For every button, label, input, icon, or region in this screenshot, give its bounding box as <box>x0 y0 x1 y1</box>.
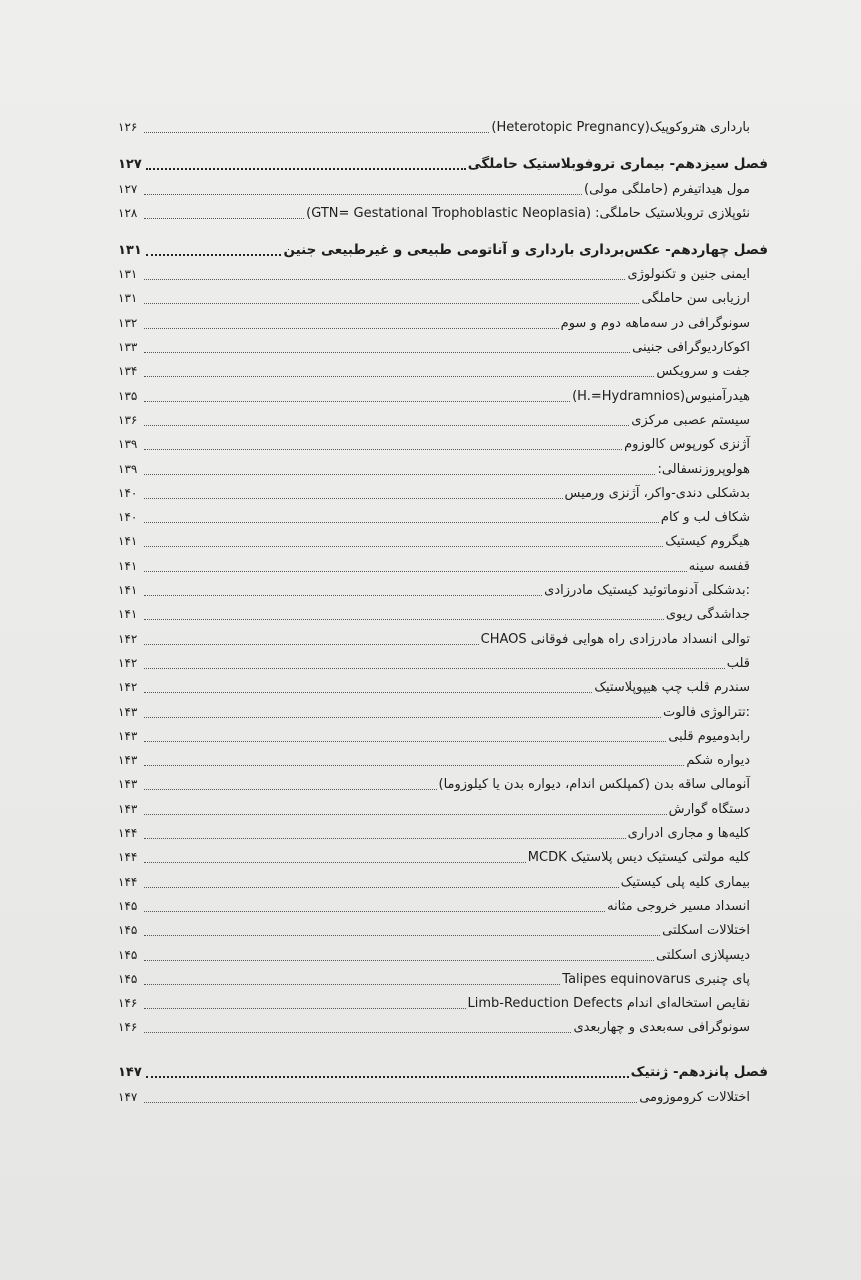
page-number: ۱۳۳ <box>118 340 138 355</box>
dot-leader <box>146 1076 629 1078</box>
dot-leader <box>146 254 282 256</box>
chapter-title: فصل سیزدهم- بیماری تروفوبلاستیک حاملگی <box>467 156 768 173</box>
page-number: ۱۳۹ <box>118 437 138 452</box>
page-number: ۱۴۶ <box>118 1020 138 1035</box>
page-number: ۱۳۶ <box>118 412 138 427</box>
dot-leader <box>144 1102 637 1103</box>
toc-entry-row <box>118 112 768 136</box>
dot-leader <box>144 376 654 377</box>
page-number: ۱۴۳ <box>118 728 138 743</box>
toc-entry-row <box>118 332 768 356</box>
dot-leader <box>144 571 687 572</box>
page-number: ۱۴۰ <box>118 510 138 525</box>
page-number: ۱۳۹ <box>118 461 138 476</box>
entry-title: دیسپلازی اسکلتی <box>655 947 750 963</box>
page-number: ۱۴۳ <box>118 704 138 719</box>
page-number: ۱۴۰ <box>118 485 138 500</box>
toc-entry-row <box>118 793 768 817</box>
section-spacer <box>118 1036 768 1055</box>
page-number: ۱۴۵ <box>118 971 138 986</box>
page-number: ۱۴۴ <box>118 850 138 865</box>
page-number: ۱۴۷ <box>118 1089 138 1104</box>
entry-title: سونوگرافی سه‌بعدی و چهاربعدی <box>573 1020 750 1036</box>
entry-title: کلیه مولتی کیستیک دیس پلاستیک MCDK <box>527 850 750 866</box>
toc-entry-row <box>118 1081 768 1105</box>
toc-entry-row <box>118 915 768 939</box>
page-number: ۱۳۴ <box>118 364 138 379</box>
dot-leader <box>144 352 630 353</box>
entry-title: اختلالات اسکلتی <box>662 923 750 939</box>
entry-title: بدشکلی دندی-واکر، آژنزی ورمیس <box>564 485 750 501</box>
page-number: ۱۲۸ <box>118 205 138 220</box>
entry-title: نئوپلازی تروبلاستیک حاملگی: (GTN= Gestational Trophoblastic Neoplasia) <box>306 205 750 221</box>
toc-entry-row <box>118 380 768 404</box>
toc-entry-row <box>118 1012 768 1036</box>
page-number: ۱۲۶ <box>118 120 138 135</box>
toc-entry-row <box>118 550 768 574</box>
toc-entry-row <box>118 866 768 890</box>
dot-leader <box>144 935 660 936</box>
dot-leader <box>144 862 526 863</box>
entry-title: قلب <box>726 655 750 671</box>
dot-leader <box>144 522 659 523</box>
entry-title: رابدومیوم قلبی <box>668 728 750 744</box>
toc-entry-row <box>118 964 768 988</box>
chapter-heading-row <box>118 147 768 173</box>
entry-title: هیدرآمنیوس(H.=Hydramnios) <box>572 388 750 404</box>
toc-entry-row <box>118 173 768 197</box>
dot-leader <box>144 789 437 790</box>
page-number: ۱۴۲ <box>118 655 138 670</box>
toc-entry-row <box>118 988 768 1012</box>
toc-entry-row <box>118 429 768 453</box>
entry-title: کلیه‌ها و مجاری ادراری <box>627 826 750 842</box>
toc-entry-row <box>118 502 768 526</box>
dot-leader <box>144 474 655 475</box>
dot-leader <box>144 692 592 693</box>
dot-leader <box>144 960 654 961</box>
toc-entry-row <box>118 405 768 429</box>
toc-entry-row <box>118 356 768 380</box>
toc-entry-row <box>118 818 768 842</box>
entry-title: جفت و سرویکس <box>656 364 750 380</box>
entry-title: ایمنی جنین و تکنولوژی <box>627 267 750 283</box>
page-number: ۱۴۴ <box>118 874 138 889</box>
entry-title: شکاف لب و کام <box>660 510 750 526</box>
page-number: ۱۴۱ <box>118 534 138 549</box>
page-number: ۱۴۵ <box>118 947 138 962</box>
entry-title: ارزیابی سن حاملگی <box>641 291 750 307</box>
section-spacer <box>118 222 768 233</box>
dot-leader <box>144 498 563 499</box>
page-number: ۱۴۱ <box>118 607 138 622</box>
toc-entry-row <box>118 453 768 477</box>
toc-entry-row <box>118 599 768 623</box>
page-number: ۱۳۲ <box>118 315 138 330</box>
entry-title: آنومالی ساقه بدن (کمپلکس اندام، دیواره بدن یا کیلوزوما) <box>438 777 750 793</box>
entry-title: :تترالوژی فالوت <box>662 704 750 720</box>
entry-title: مول هیداتیفرم (حاملگی مولی) <box>584 181 750 197</box>
entry-title: توالی انسداد مادرزادی راه هوایی فوقانی CHAOS <box>480 631 750 647</box>
dot-leader <box>144 546 663 547</box>
dot-leader <box>144 132 489 133</box>
page-number: ۱۳۱ <box>118 242 142 258</box>
entry-title: دستگاه گوارش <box>668 801 750 817</box>
dot-leader <box>144 814 667 815</box>
page-number: ۱۴۳ <box>118 753 138 768</box>
toc-entry-row <box>118 575 768 599</box>
section-spacer <box>118 136 768 147</box>
chapter-title: فصل چهاردهم- عکس‌برداری بارداری و آناتومی طبیعی و غیرطبیعی جنین <box>283 241 768 258</box>
entry-title: نقایص استخاله‌ای اندام Limb-Reduction Defects <box>467 996 750 1012</box>
dot-leader <box>146 168 466 170</box>
toc-entry-row <box>118 259 768 283</box>
chapter-heading-row <box>118 233 768 259</box>
dot-leader <box>144 765 684 766</box>
dot-leader <box>144 1032 571 1033</box>
page-number: ۱۴۳ <box>118 801 138 816</box>
dot-leader <box>144 911 605 912</box>
entry-title: قفسه سینه <box>688 558 750 574</box>
toc-entry-row <box>118 648 768 672</box>
entry-title: اختلالات کروموزومی <box>639 1089 750 1105</box>
entry-title: بارداری هتروکوپیک(Heterotopic Pregnancy) <box>491 120 750 136</box>
entry-title: اکوکاردیوگرافی جنینی <box>632 340 750 356</box>
table-of-contents <box>118 112 768 1106</box>
entry-title: سیستم عصبی مرکزی <box>631 412 750 428</box>
entry-title: انسداد مسیر خروجی مثانه <box>607 898 750 914</box>
toc-entry-row <box>118 769 768 793</box>
entry-title: هیگروم کیستیک <box>665 534 750 550</box>
dot-leader <box>144 449 622 450</box>
page-number: ۱۴۵ <box>118 898 138 913</box>
dot-leader <box>144 401 570 402</box>
dot-leader <box>144 984 560 985</box>
entry-title: آژنزی کورپوس کالوزوم <box>624 437 750 453</box>
toc-entry-row <box>118 307 768 331</box>
toc-entry-row <box>118 939 768 963</box>
dot-leader <box>144 328 559 329</box>
page-number: ۱۲۷ <box>118 157 142 173</box>
page-number: ۱۳۵ <box>118 388 138 403</box>
toc-entry-row <box>118 721 768 745</box>
dot-leader <box>144 303 639 304</box>
dot-leader <box>144 218 304 219</box>
dot-leader <box>144 194 582 195</box>
page-number: ۱۴۲ <box>118 631 138 646</box>
dot-leader <box>144 595 542 596</box>
toc-entry-row <box>118 672 768 696</box>
toc-entry-row <box>118 478 768 502</box>
entry-title: سونوگرافی در سه‌ماهه دوم و سوم <box>560 315 750 331</box>
toc-entry-row <box>118 526 768 550</box>
entry-title: دیواره شکم <box>686 753 750 769</box>
page-number: ۱۳۱ <box>118 267 138 282</box>
dot-leader <box>144 644 479 645</box>
page-number: ۱۴۶ <box>118 996 138 1011</box>
page-number: ۱۴۳ <box>118 777 138 792</box>
dot-leader <box>144 668 725 669</box>
page-number: ۱۴۵ <box>118 923 138 938</box>
toc-entry-row <box>118 198 768 222</box>
entry-title: هولوپروزنسفالی: <box>657 461 750 477</box>
toc-entry-row <box>118 745 768 769</box>
entry-title: :بدشکلی آدنوماتوئید کیستیک مادرزادی <box>544 583 750 599</box>
dot-leader <box>144 425 629 426</box>
dot-leader <box>144 838 626 839</box>
entry-title: بیماری کلیه پلی کیستیک <box>620 874 750 890</box>
toc-entry-row <box>118 696 768 720</box>
toc-entry-row <box>118 623 768 647</box>
dot-leader <box>144 741 666 742</box>
page-number: ۱۴۲ <box>118 680 138 695</box>
entry-title: جداشدگی ریوی <box>665 607 750 623</box>
page-number: ۱۴۱ <box>118 583 138 598</box>
toc-entry-row <box>118 283 768 307</box>
chapter-heading-row <box>118 1055 768 1081</box>
dot-leader <box>144 619 664 620</box>
entry-title: پای چنبری Talipes equinovarus <box>562 971 750 987</box>
dot-leader <box>144 1008 466 1009</box>
page-number: ۱۲۷ <box>118 181 138 196</box>
toc-entry-row <box>118 891 768 915</box>
chapter-title: فصل پانزدهم- ژنتیک <box>630 1064 768 1081</box>
toc-entry-row <box>118 842 768 866</box>
dot-leader <box>144 887 619 888</box>
page-number: ۱۳۱ <box>118 291 138 306</box>
page-number: ۱۴۱ <box>118 558 138 573</box>
dot-leader <box>144 717 661 718</box>
dot-leader <box>144 279 625 280</box>
entry-title: سندرم قلب چپ هیپوپلاستیک <box>594 680 750 696</box>
page-number: ۱۴۴ <box>118 826 138 841</box>
page-number: ۱۴۷ <box>118 1065 142 1081</box>
